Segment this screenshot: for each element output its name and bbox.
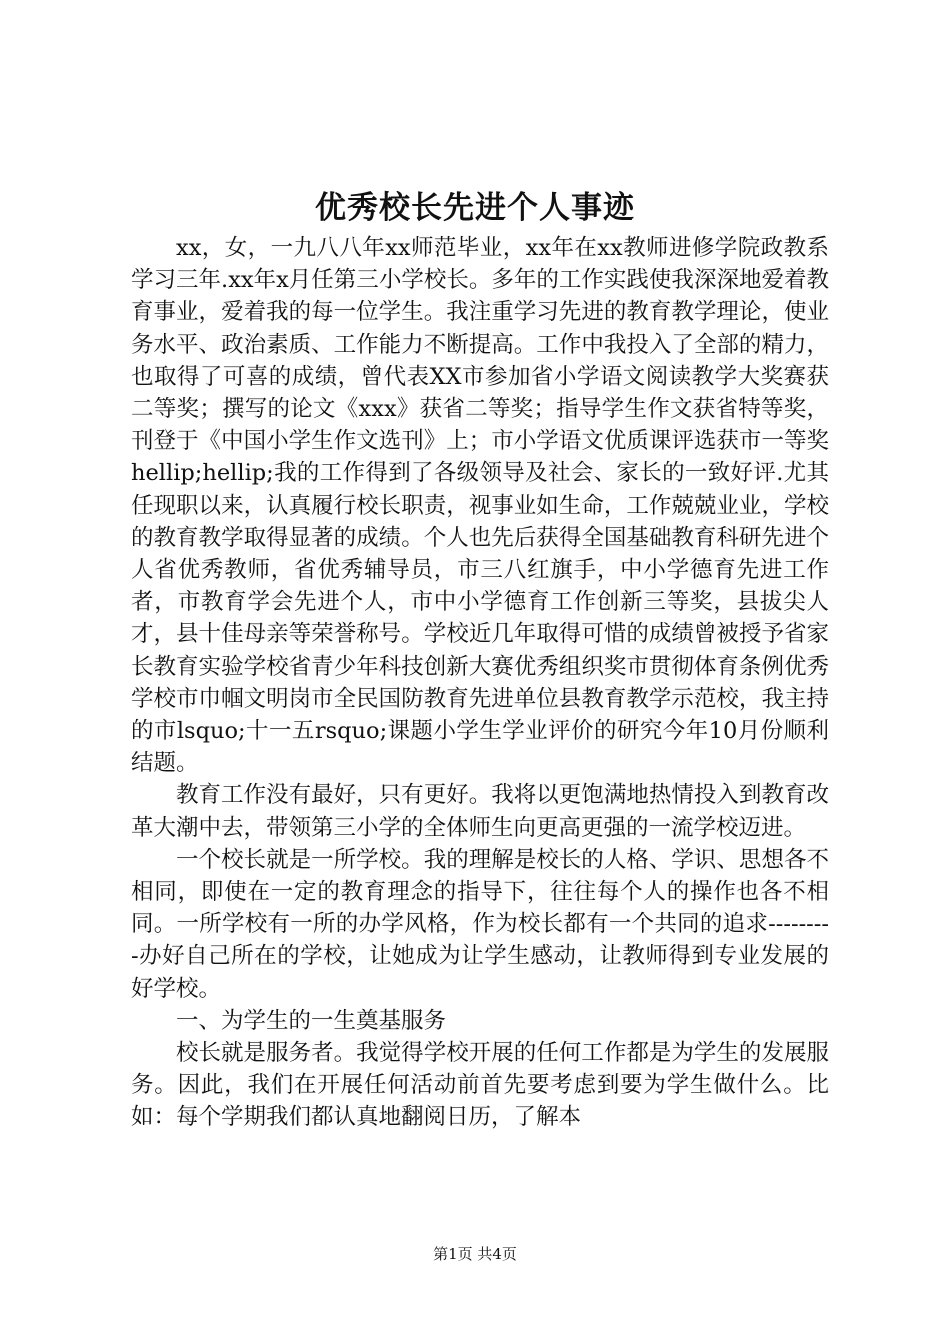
- document-body: [131, 232, 829, 1134]
- page-footer: 第1页 共4页: [433, 1245, 517, 1263]
- paragraph-1: xx，女，一九八八年xx师范毕业，xx年在xx教师进修学院政教系学习三年.xx年x月任第三小学校长。多年的工作实践使我深深地爱着教育事业，爱着我的每一位学生。我注重学习先进的教育教学理论，使业务水平、政治素质、工作能力不断提高。工作中我投入了全部的精力，也取得了可喜的成绩，曾代表XX市参加省小学语文阅读教学大奖赛获二等奖；撰写的论文《xxx》获省二等奖；指导学生作文获省特等奖，刊登于《中国小学生作文选刊》上；市小学语文优质课评选获市一等奖hellip;hellip;我的工作得到了各级领导及社会、家长的一致好评.尤其任现职以来，认真履行校长职责，视事业如生命，工作兢兢业业，学校的教育教学取得显著的成绩。个人也先后获得全国基础教育科研先进个人省优秀教师，省优秀辅导员，市三八红旗手，中小学德育先进工作者，市教育学会先进个人，市中小学德育工作创新三等奖，县拔尖人才，县十佳母亲等荣誉称号。学校近几年取得可惜的成绩曾被授予省家长教育实验学校省青少年科技创新大赛优秀组织奖市贯彻体育条例优秀学校市巾帼文明岗市全民国防教育先进单位县教育教学示范校，我主持的市lsquo;十一五rsquo;课题小学生学业评价的研究今年10月份顺利结题。: [131, 235, 829, 777]
- section-heading: 一、为学生的一生奠基服务: [176, 1007, 447, 1034]
- document-title: 优秀校长先进个人事迹: [315, 190, 635, 226]
- paragraph-4: 校长就是服务者。我觉得学校开展的任何工作都是为学生的发展服务。因此，我们在开展任何活动前首先要考虑到要为学生做什么。比如：每个学期我们都认真地翻阅日历，了解本: [131, 1040, 829, 1131]
- paragraph-2: 教育工作没有最好，只有更好。我将以更饱满地热情投入到教育改革大潮中去，带领第三小学的全体师生向更高更强的一流学校迈进。: [131, 782, 829, 841]
- paragraph-3: 一个校长就是一所学校。我的理解是校长的人格、学识、思想各不相同，即使在一定的教育理念的指导下，往往每个人的操作也各不相同。一所学校有一所的办学风格，作为校长都有一个共同的追求---------办好自己所在的学校，让她成为让学生感动，让教师得到专业发展的好学校。: [131, 846, 829, 1002]
